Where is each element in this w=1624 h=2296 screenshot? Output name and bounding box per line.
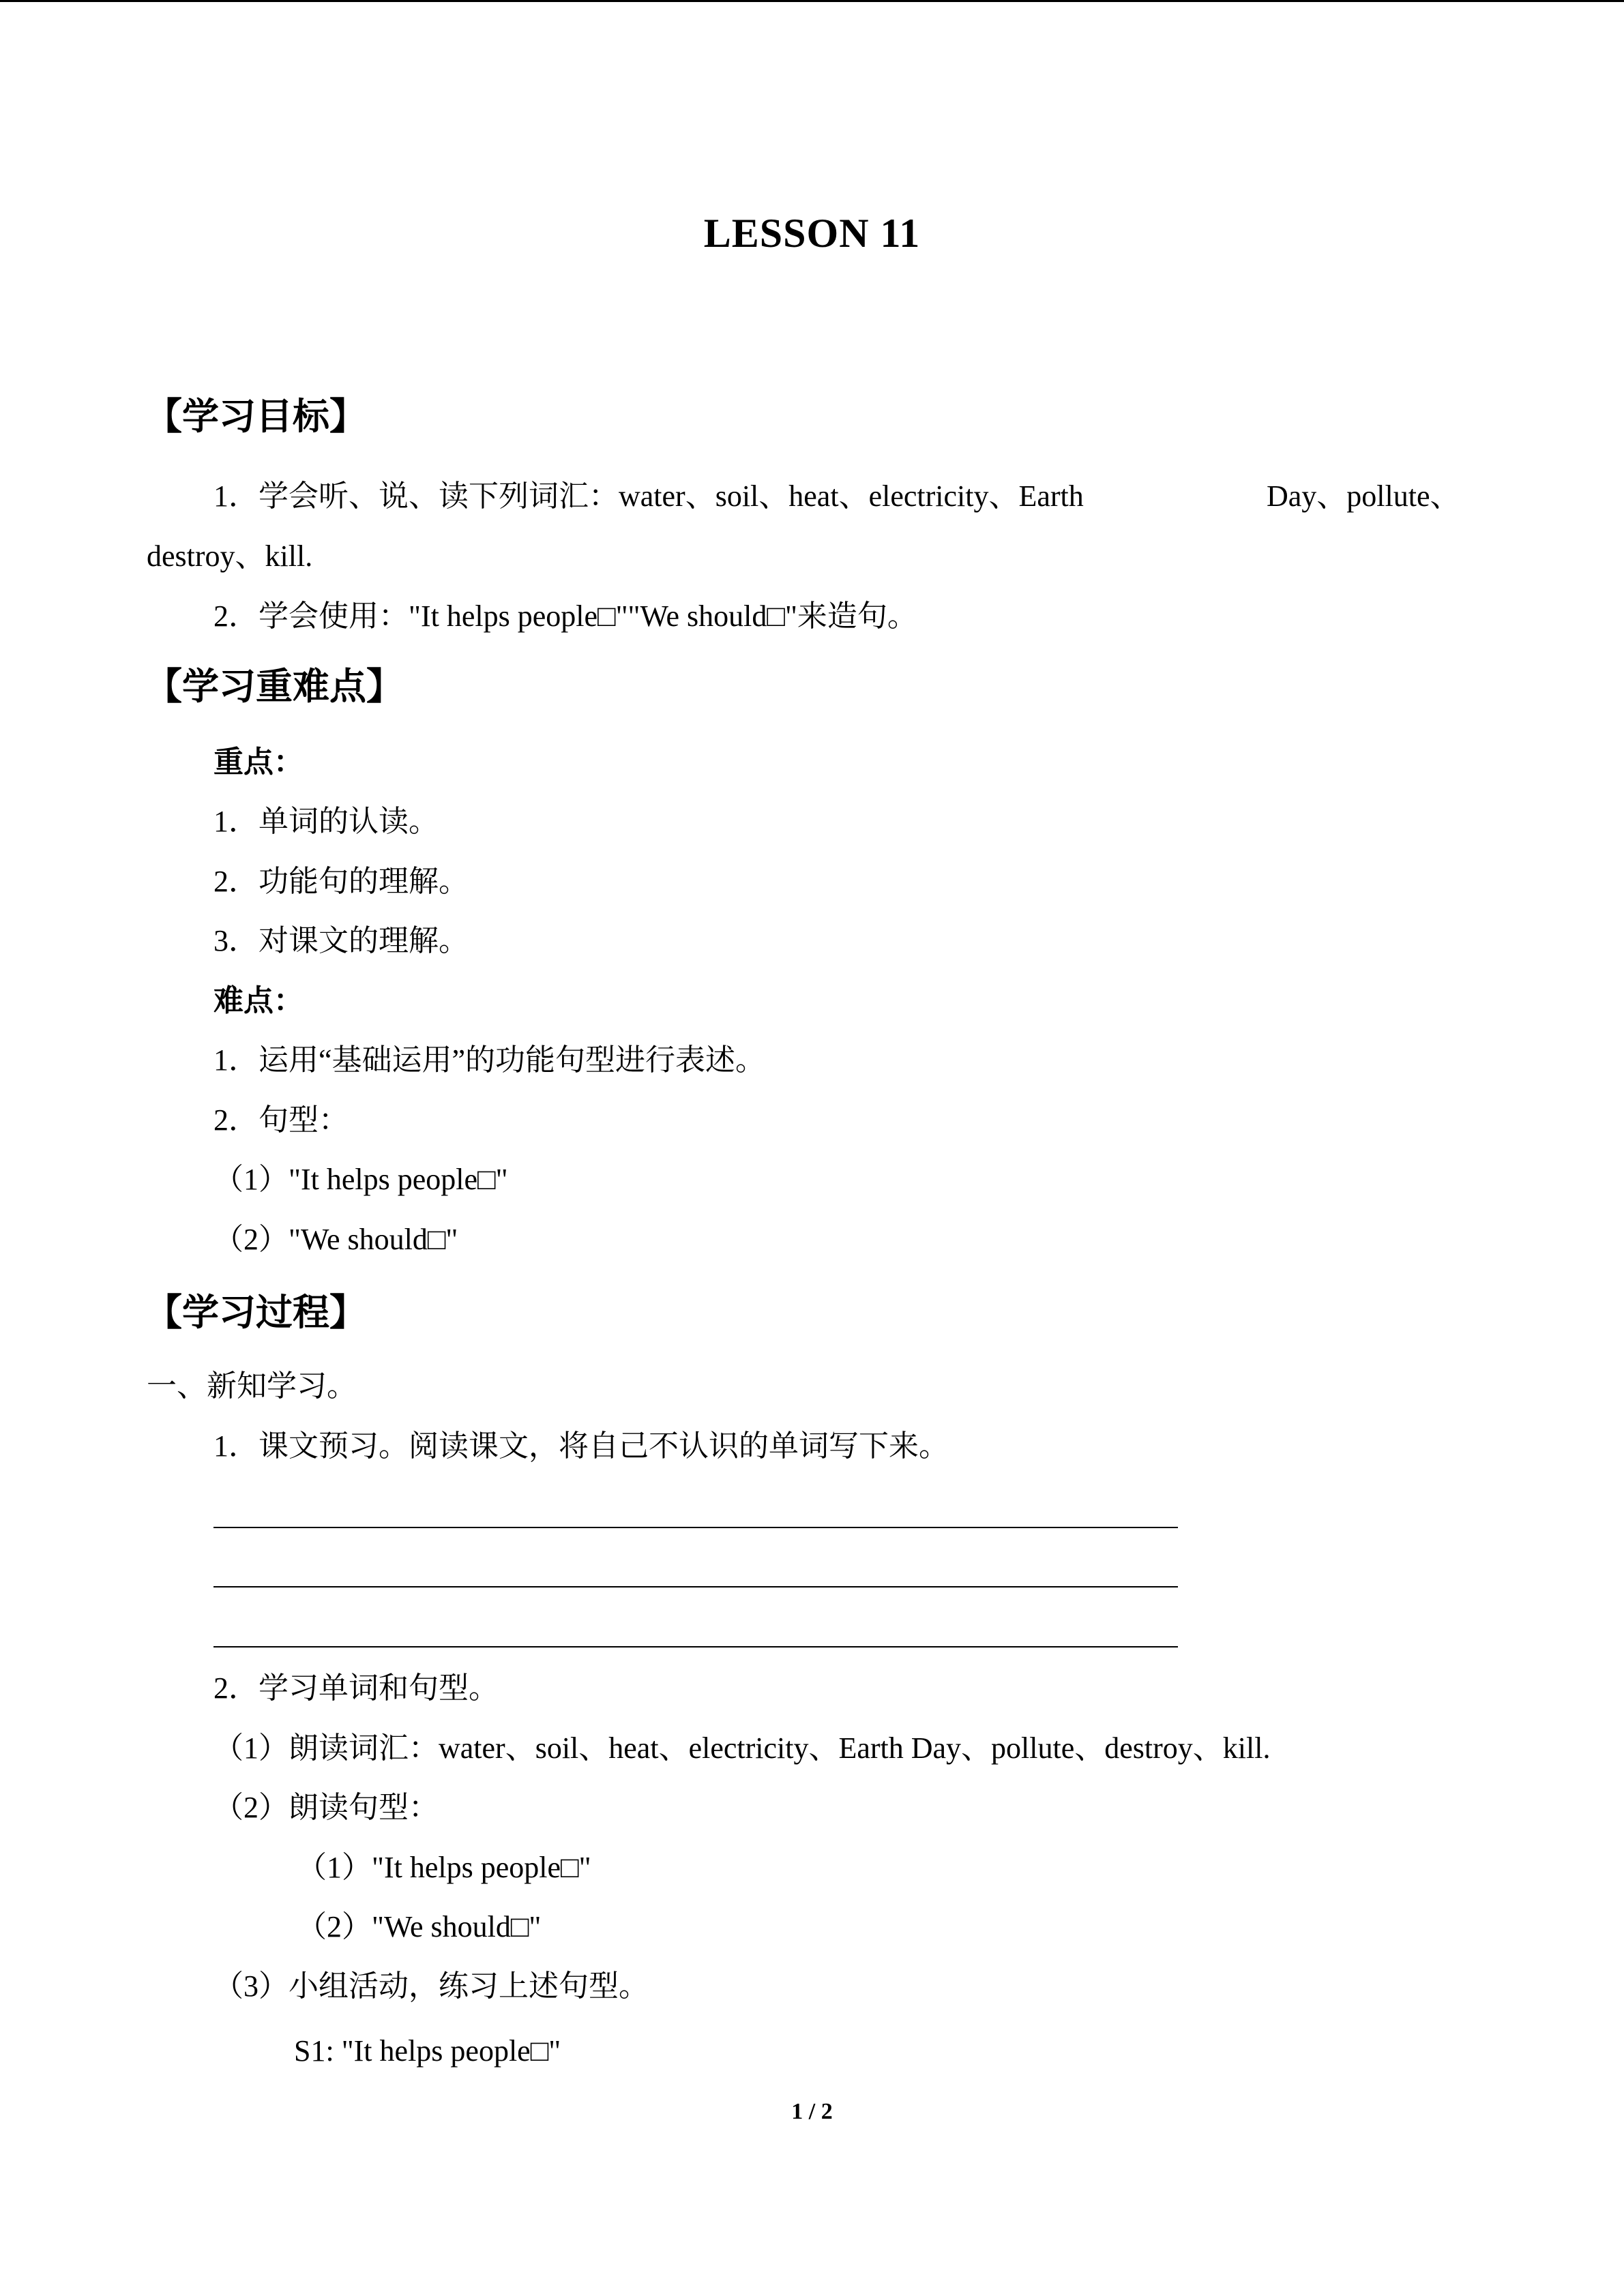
focus-item: 2．功能句的理解。	[213, 865, 469, 898]
difficulty-item: （1）"It helps people□"	[213, 1163, 508, 1196]
difficulty-label: 难点：	[213, 984, 304, 1017]
group-activity: （3）小组活动，练习上述句型。	[213, 1969, 649, 2003]
goals-item-1-part-b: Day、pollute、	[1267, 479, 1460, 513]
process-step-2: 2．学习单词和句型。	[213, 1671, 499, 1705]
page-number: 1 / 2	[791, 2099, 833, 2124]
answer-blank-line[interactable]	[213, 1527, 1178, 1528]
goals-item-1-part-a: 1．学会听、说、读下列词汇：water、soil、heat、electricity、Earth	[213, 479, 1084, 513]
process-step-1: 1．课文预习。阅读课文，将自己不认识的单词写下来。	[213, 1429, 949, 1463]
focus-item: 3．对课文的理解。	[213, 924, 469, 957]
section-heading-key-points: 【学习重难点】	[145, 666, 403, 707]
focus-item: 1．单词的认读。	[213, 805, 439, 838]
answer-blank-line[interactable]	[213, 1586, 1178, 1587]
focus-label: 重点：	[213, 745, 304, 779]
difficulty-item: 1．运用“基础运用”的功能句型进行表述。	[213, 1043, 766, 1077]
difficulty-item: （2）"We should□"	[213, 1223, 458, 1256]
goals-item-2: 2．学会使用："It helps people□""We should□"来造句。	[213, 599, 917, 633]
sentence-pattern: （1）"It helps people□"	[297, 1851, 591, 1884]
difficulty-item: 2．句型：	[213, 1103, 349, 1137]
process-part-1: 一、新知学习。	[147, 1369, 357, 1403]
section-heading-process: 【学习过程】	[145, 1292, 366, 1333]
section-heading-goals: 【学习目标】	[145, 396, 366, 437]
page-title: LESSON 11	[703, 211, 921, 256]
goals-item-1-part-c: destroy、kill.	[147, 539, 313, 573]
process-step-2-item: （2）朗读句型：	[213, 1791, 439, 1824]
answer-blank-line[interactable]	[213, 1646, 1178, 1648]
page-top-border	[0, 0, 1624, 2]
sentence-pattern: （2）"We should□"	[297, 1910, 542, 1943]
process-step-2-item: （1）朗读词汇：water、soil、heat、electricity、Earth Day、pollute、destroy、kill.	[213, 1731, 1271, 1765]
dialogue-line-s1: S1: "It helps people□"	[294, 2034, 561, 2068]
